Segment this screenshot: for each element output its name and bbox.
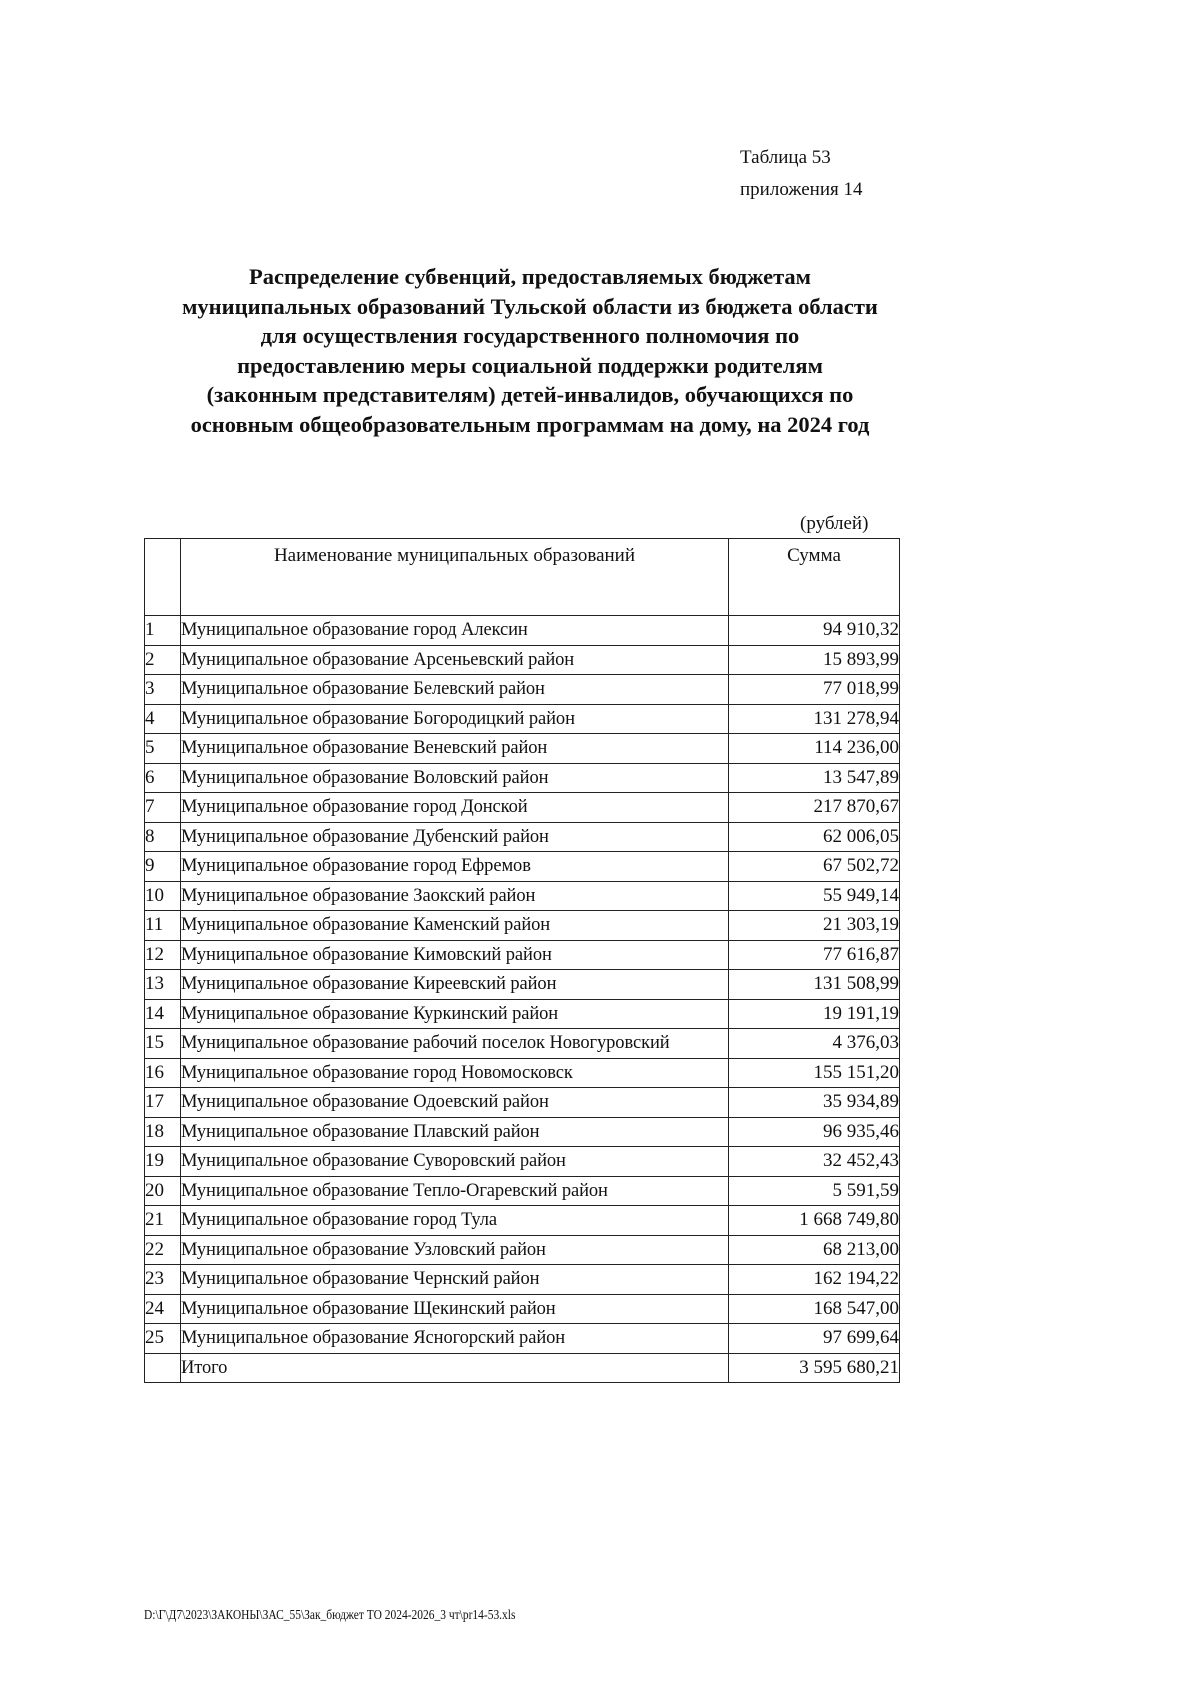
municipality-name-cell: Муниципальное образование Одоевский район [181,1088,729,1118]
table-row [145,940,900,970]
table-row [145,970,900,1000]
amount-cell: 131 508,99 [729,970,900,1000]
row-number-cell: 7 [145,793,181,823]
municipality-name-cell: Муниципальное образование Арсеньевский район [181,645,729,675]
row-number-cell: 14 [145,999,181,1029]
amount-cell: 168 547,00 [729,1294,900,1324]
table-row [145,1058,900,1088]
table-number: Таблица 53 [740,147,831,168]
municipality-name-cell: Муниципальное образование Дубенский район [181,822,729,852]
table-row [145,1117,900,1147]
municipality-name-cell: Муниципальное образование Богородицкий район [181,704,729,734]
amount-cell: 15 893,99 [729,645,900,675]
municipality-name-cell: Муниципальное образование Ясногорский район [181,1324,729,1354]
amount-cell: 5 591,59 [729,1176,900,1206]
row-number-cell: 1 [145,616,181,646]
table-row [145,704,900,734]
row-number-cell: 19 [145,1147,181,1177]
document-title [120,262,940,439]
amount-cell: 96 935,46 [729,1117,900,1147]
amount-cell: 97 699,64 [729,1324,900,1354]
row-number-cell: 24 [145,1294,181,1324]
table-row [145,822,900,852]
row-number-cell: 11 [145,911,181,941]
row-number-cell: 17 [145,1088,181,1118]
row-number-cell: 8 [145,822,181,852]
municipality-name-cell: Муниципальное образование город Новомосковск [181,1058,729,1088]
title-line: Распределение субвенций, предоставляемых бюджетам [248,264,812,289]
row-number-cell: 23 [145,1265,181,1295]
table-row [145,734,900,764]
municipality-name-cell: Муниципальное образование Киреевский район [181,970,729,1000]
row-number-cell: 4 [145,704,181,734]
municipality-name-cell: Муниципальное образование Веневский район [181,734,729,764]
table-row [145,1088,900,1118]
title-line: основным общеобразовательным программам на дому, на 2024 год [190,411,870,437]
row-number-cell: 2 [145,645,181,675]
row-number-cell: 22 [145,1235,181,1265]
row-number-cell: 25 [145,1324,181,1354]
row-number-cell: 20 [145,1176,181,1206]
subvention-table [144,538,900,1383]
municipality-name-cell: Муниципальное образование Белевский район [181,675,729,705]
municipality-name-cell: Муниципальное образование город Алексин [181,616,729,646]
amount-cell: 32 452,43 [729,1147,900,1177]
municipality-name-cell: Муниципальное образование город Донской [181,793,729,823]
row-number-cell [145,1353,181,1383]
title-line: муниципальных образований Тульской области из бюджета области [182,293,878,319]
title-line: (законным представителям) детей-инвалидов, обучающихся по [206,382,854,407]
row-number-cell: 3 [145,675,181,705]
amount-cell: 77 018,99 [729,675,900,705]
appendix-number: приложения 14 [740,179,863,200]
amount-cell: 162 194,22 [729,1265,900,1295]
municipality-name-cell: Итого [181,1353,729,1383]
amount-cell: 3 595 680,21 [729,1353,900,1383]
amount-cell: 62 006,05 [729,822,900,852]
total-row [145,1353,900,1383]
amount-cell: 19 191,19 [729,999,900,1029]
row-number-cell: 21 [145,1206,181,1236]
municipality-name-cell: Муниципальное образование Тепло-Огаревский район [181,1176,729,1206]
municipality-name-cell: Муниципальное образование город Тула [181,1206,729,1236]
municipality-name-cell: Муниципальное образование Куркинский район [181,999,729,1029]
amount-cell: 94 910,32 [729,616,900,646]
table-row [145,763,900,793]
table-reference [740,142,862,206]
municipality-name-cell: Муниципальное образование город Ефремов [181,852,729,882]
header-name-cell: Наименование муниципальных образований [181,539,729,616]
amount-cell: 21 303,19 [729,911,900,941]
table-row [145,645,900,675]
municipality-name-cell: Муниципальное образование рабочий поселок Новогуровский [181,1029,729,1059]
municipality-name-cell: Муниципальное образование Заокский район [181,881,729,911]
header-sum-cell: Сумма [729,539,900,616]
table-row [145,1029,900,1059]
amount-cell: 13 547,89 [729,763,900,793]
table-row [145,1176,900,1206]
table-header-row [145,539,900,616]
file-path-footer: D:\Г\Д7\2023\ЗАКОНЫ\ЗАС_55\Зак_бюджет ТО 2024-2026_3 чт\pr14-53.xls [144,1608,516,1623]
title-line: предоставлению меры социальной поддержки родителям [237,352,823,378]
title-line: для осуществления государственного полномочия по [260,323,800,348]
municipality-name-cell: Муниципальное образование Кимовский район [181,940,729,970]
amount-cell: 1 668 749,80 [729,1206,900,1236]
table-row [145,852,900,882]
amount-cell: 55 949,14 [729,881,900,911]
municipality-name-cell: Муниципальное образование Плавский район [181,1117,729,1147]
table-row [145,1235,900,1265]
amount-cell: 67 502,72 [729,852,900,882]
row-number-cell: 18 [145,1117,181,1147]
row-number-cell: 15 [145,1029,181,1059]
amount-cell: 68 213,00 [729,1235,900,1265]
table-row [145,1265,900,1295]
row-number-cell: 10 [145,881,181,911]
table-row [145,1324,900,1354]
amount-cell: 217 870,67 [729,793,900,823]
municipality-name-cell: Муниципальное образование Воловский район [181,763,729,793]
municipality-name-cell: Муниципальное образование Щекинский район [181,1294,729,1324]
table-row [145,1206,900,1236]
row-number-cell: 13 [145,970,181,1000]
table-row [145,616,900,646]
amount-cell: 131 278,94 [729,704,900,734]
row-number-cell: 6 [145,763,181,793]
table-row [145,911,900,941]
amount-cell: 155 151,20 [729,1058,900,1088]
units-label: (рублей) [800,513,869,534]
municipality-name-cell: Муниципальное образование Узловский район [181,1235,729,1265]
municipality-name-cell: Муниципальное образование Суворовский район [181,1147,729,1177]
amount-cell: 4 376,03 [729,1029,900,1059]
row-number-cell: 9 [145,852,181,882]
table-row [145,1147,900,1177]
table-row [145,881,900,911]
header-number-cell [145,539,181,616]
row-number-cell: 16 [145,1058,181,1088]
amount-cell: 35 934,89 [729,1088,900,1118]
row-number-cell: 12 [145,940,181,970]
amount-cell: 77 616,87 [729,940,900,970]
table-row [145,999,900,1029]
table-body [145,616,900,1383]
table-row [145,1294,900,1324]
table-row [145,793,900,823]
table-row [145,675,900,705]
row-number-cell: 5 [145,734,181,764]
municipality-name-cell: Муниципальное образование Каменский район [181,911,729,941]
municipality-name-cell: Муниципальное образование Чернский район [181,1265,729,1295]
amount-cell: 114 236,00 [729,734,900,764]
